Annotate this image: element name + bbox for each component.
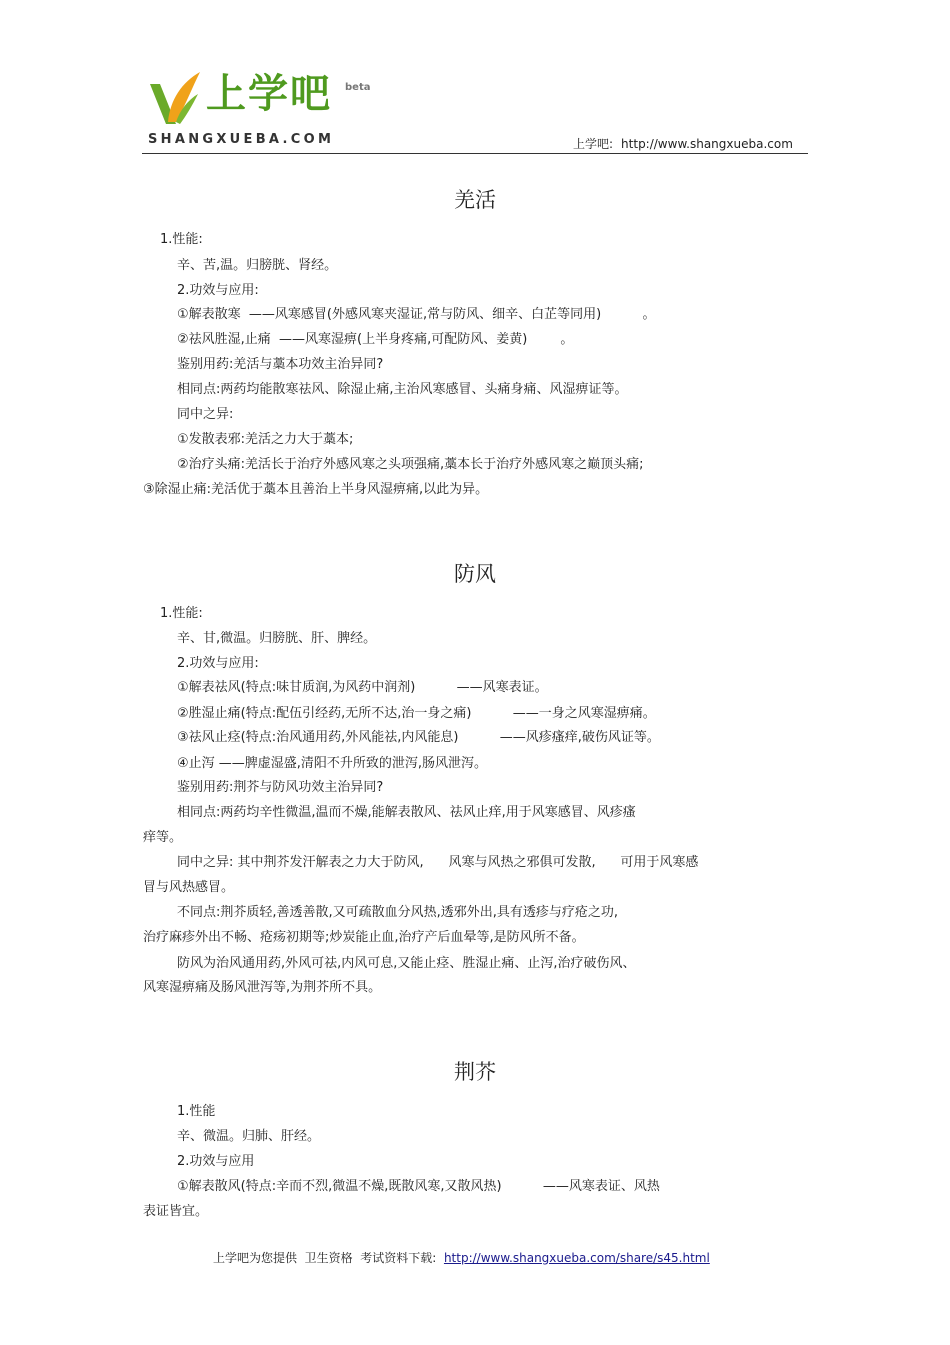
text-line: ②祛风胜湿,止痛 ——风寒湿痹(上半身疼痛,可配防风、姜黄) 。 — [177, 332, 574, 347]
text-line: ②治疗头痛:羌活长于治疗外感风寒之头项强痛,藁本长于治疗外感风寒之巅顶头痛; — [177, 457, 644, 472]
text-line: ①解表散寒 ——风寒感冒(外感风寒夹湿证,常与防风、细辛、白芷等同用) 。 — [177, 307, 656, 322]
text-line: 表证皆宜。 — [143, 1204, 209, 1219]
site-label: 上学吧: — [573, 137, 614, 151]
text-line: 同中之异: — [177, 407, 234, 422]
text-line: 治疗麻疹外出不畅、疮疡初期等;炒炭能止血,治疗产后血晕等,是防风所不备。 — [143, 930, 585, 945]
text-line: 相同点:两药均辛性微温,温而不燥,能解表散风、祛风止痒,用于风寒感冒、风疹瘙 — [177, 805, 636, 820]
footer-download-link[interactable]: http://www.shangxueba.com/share/s45.html — [443, 1251, 710, 1265]
brand-name: SHANGXUEBA.COM — [148, 132, 335, 147]
text-line: 鉴别用药:荆芥与防风功效主治异同? — [177, 780, 384, 795]
text-line: ③除湿止痛:羌活优于藁本且善治上半身风湿痹痛,以此为异。 — [143, 482, 489, 497]
text-line: 防风为治风通用药,外风可祛,内风可息,又能止痉、胜湿止痛、止泻,治疗破伤风、 — [177, 956, 636, 971]
section-title-qianghuo: 羌活 — [454, 188, 496, 212]
logo-text: 上学吧 — [206, 71, 332, 117]
text-line: 痒等。 — [143, 830, 183, 845]
text-line: ④止泻 ——脾虚湿盛,清阳不升所致的泄泻,肠风泄泻。 — [177, 756, 488, 771]
header-divider — [142, 153, 808, 154]
text-line: 1.性能: — [160, 232, 203, 247]
text-line: 辛、甘,微温。归膀胱、肝、脾经。 — [177, 631, 377, 646]
text-line: 鉴别用药:羌活与藁本功效主治异同? — [177, 357, 384, 372]
section-title-jingjie: 荆芥 — [454, 1060, 496, 1084]
text-line: 2.功效与应用: — [177, 283, 259, 298]
text-line: 辛、苦,温。归膀胱、肾经。 — [177, 258, 338, 273]
text-line: 相同点:两药均能散寒祛风、除湿止痛,主治风寒感冒、头痛身痛、风湿痹证等。 — [177, 382, 628, 397]
text-line: 辛、微温。归肺、肝经。 — [177, 1129, 321, 1144]
text-line: 1.性能 — [177, 1104, 216, 1119]
text-line: ③祛风止痉(特点:治风通用药,外风能祛,内风能息) ——风疹瘙痒,破伤风证等。 — [177, 730, 660, 745]
site-info — [573, 135, 793, 152]
page-footer — [213, 1249, 710, 1266]
text-line: 2.功效与应用: — [177, 656, 259, 671]
text-line: ①解表祛风(特点:味甘质润,为风药中润剂) ——风寒表证。 — [177, 680, 548, 695]
leaf-logo-icon — [146, 70, 204, 128]
text-line: 风寒湿痹痛及肠风泄泻等,为荆芥所不具。 — [143, 980, 382, 995]
text-line: ①发散表邪:羌活之力大于藁本; — [177, 432, 354, 447]
text-line: 不同点:荆芥质轻,善透善散,又可疏散血分风热,透邪外出,具有透疹与疗疮之功, — [177, 905, 619, 920]
text-line: ①解表散风(特点:辛而不烈,微温不燥,既散风寒,又散风热) ——风寒表证、风热 — [177, 1179, 660, 1194]
text-line: ②胜湿止痛(特点:配伍引经药,无所不达,治一身之痛) ——一身之风寒湿痹痛。 — [177, 706, 656, 721]
text-line: 2.功效与应用 — [177, 1154, 255, 1169]
text-line: 1.性能: — [160, 606, 203, 621]
text-line: 冒与风热感冒。 — [143, 880, 235, 895]
footer-text: 上学吧为您提供 卫生资格 考试资料下载: — [213, 1251, 444, 1265]
text-line: 同中之异: 其中荆芥发汗解表之力大于防风, 风寒与风热之邪俱可发散, 可用于风寒感 — [177, 855, 699, 870]
site-logo[interactable] — [146, 70, 386, 152]
beta-badge: beta — [345, 82, 371, 93]
section-title-fangfeng: 防风 — [454, 562, 496, 586]
site-url-link[interactable]: http://www.shangxueba.com — [621, 137, 793, 151]
